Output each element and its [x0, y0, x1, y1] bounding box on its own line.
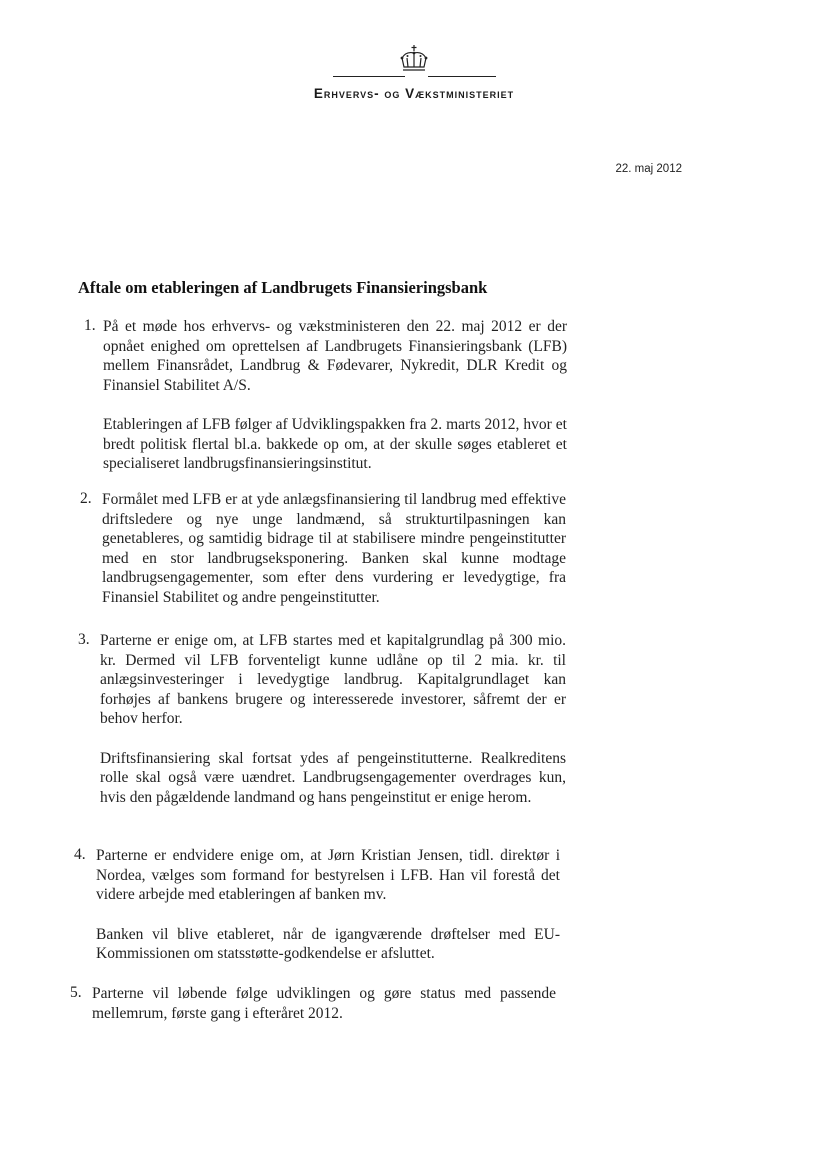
item-paragraph: Etableringen af LFB følger af Udviklingspakken fra 2. marts 2012, hvor et bredt politisk flertal bl.a. bakkede op om, at der skulle søges etableret et specialiseret landbrugsfinansieringsinstitut. — [103, 416, 567, 472]
item-paragraph: Formålet med LFB er at yde anlægsfinansiering til landbrug med effektive driftsledere og nye unge landmænd, så strukturtilpasningen kan genetableres, og samtidig bidrage til at stabilisere mindre pengeinstitutter med en stor landbrugseksponering. Banken skal kunne modtage landbrugsengagementer, som efter dens vurdering er levedygtige, fra Finansiel Stabilitet og andre pengeinstitutter. — [102, 491, 566, 606]
item-number: 1. — [84, 317, 96, 334]
letterhead-rule-right — [428, 76, 496, 77]
list-item — [100, 631, 566, 807]
crown-icon — [397, 44, 431, 74]
list-item — [96, 846, 560, 964]
ministry-name: Erhvervs- og Vækstministeriet — [313, 86, 515, 101]
list-item — [92, 984, 556, 1023]
item-number: 3. — [78, 631, 90, 648]
list-item — [103, 317, 567, 474]
list-item — [102, 490, 566, 607]
item-paragraph: Parterne er endvidere enige om, at Jørn Kristian Jensen, tidl. direktør i Nordea, vælges som formand for bestyrelsen i LFB. Han vil forestå det videre arbejde med etableringen af banken mv. — [96, 847, 560, 903]
item-paragraph: Parterne vil løbende følge udviklingen og gøre status med passende mellemrum, første gang i efteråret 2012. — [92, 985, 556, 1022]
item-number: 4. — [74, 846, 86, 863]
item-number: 5. — [70, 984, 82, 1001]
item-number: 2. — [80, 490, 92, 507]
item-paragraph: Banken vil blive etableret, når de igangværende drøftelser med EU-Kommissionen om statsstøtte-godkendelse er afsluttet. — [96, 925, 560, 962]
document-title: Aftale om etableringen af Landbrugets Finansieringsbank — [78, 278, 488, 297]
item-paragraph: Parterne er enige om, at LFB startes med et kapitalgrundlag på 300 mio. kr. Dermed vil LFB forventeligt kunne udlåne op til 2 mia. kr. til anlægsinvesteringer i levedygtige landbrug. Kapitalgrundlaget kan forhøjes af bankens brugere og interesserede investorer, såfremt der er behov herfor. — [100, 632, 566, 727]
item-paragraph: Driftsfinansiering skal fortsat ydes af pengeinstitutterne. Realkreditens rolle skal også være uændret. Landbrugsengagementer overdrages kun, hvis den pågældende landmand og hans pengeinstitut er enige herom. — [100, 749, 566, 806]
letterhead-rule-left — [333, 76, 405, 77]
item-paragraph: På et møde hos erhvervs- og vækstministeren den 22. maj 2012 er der opnået enighed om oprettelsen af Landbrugets Finansieringsbank (LFB) mellem Finansrådet, Landbrug & Fødevarer, Nykredit, DLR Kredit og Finansiel Stabilitet A/S. — [103, 318, 567, 394]
document-date: 22. maj 2012 — [615, 163, 682, 175]
